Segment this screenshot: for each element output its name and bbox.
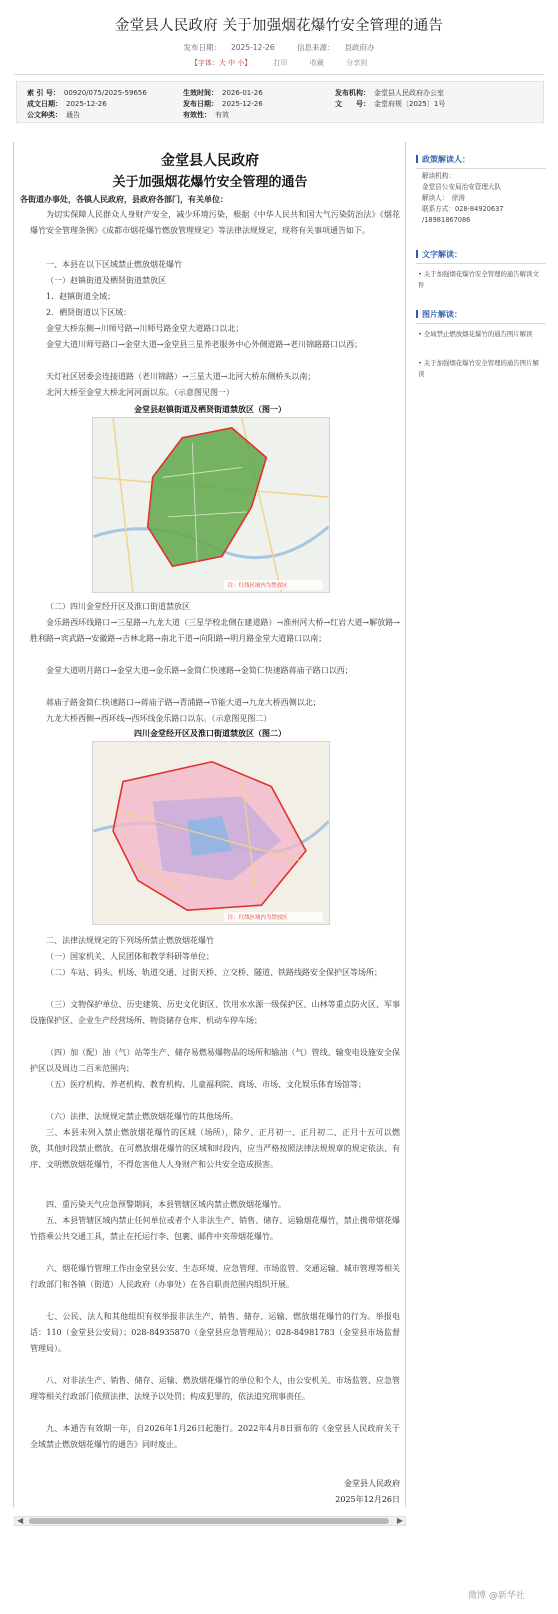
map-1-image xyxy=(92,417,330,593)
font-size-selector[interactable]: 【字体：大 中 小】 xyxy=(190,59,252,67)
section-5: 五、本县管辖区域内禁止任何单位或者个人非法生产、销售、储存、运输烟花爆竹，禁止携带烟花爆竹搭乘公共交通工具，禁止在托运行李、包裹、邮件中夹带烟花爆竹。 xyxy=(30,1216,400,1241)
document-info-box xyxy=(16,81,544,123)
boundary-4: 北河大桥至金堂大桥北河河面以东。（示意图见图一） xyxy=(46,388,234,397)
sidebar-text-link[interactable]: • 关于加强烟花爆竹安全管理的通告解读文件 xyxy=(418,270,539,289)
doc-no-cell: 文 号： 金堂府规〔2025〕1号 xyxy=(335,100,446,108)
place-3: （三）文物保护单位、历史建筑、历史文化街区、饮用水水源一级保护区、山林等重点防火区、军事设施保护区、企业生产经营场所、物资储存仓库、机动车停车场； xyxy=(30,1000,400,1025)
watermark: 微博 @新华社 xyxy=(468,1591,525,1601)
header-divider xyxy=(14,74,544,75)
map-2-note: 注：红线区域内为禁放区 xyxy=(227,915,288,922)
sidebar-person: 解读人： 徐涛 xyxy=(422,194,465,202)
map-1-caption: 金堂县赵镇街道及栖贤街道禁放区（图一） xyxy=(134,405,286,414)
signature-date: 2025年12月26日 xyxy=(335,1495,400,1504)
place-4: （四）加（配）油（气）站等生产、储存易燃易爆物品的场所和输油（气）管线、输变电设施安全保护区以及周边二百米范围内； xyxy=(30,1048,400,1073)
index-cell: 索 引 号： 00920/075/2025-59656 xyxy=(27,89,147,97)
item-2: 2．栖贤街道以下区域： xyxy=(46,308,132,317)
boundary-5: 金乐路西环线路口→三星路→九龙大道（三星学校北侧在建道路）→淮州河大桥→红岩大道→解放路→胜利路→宾武路→安徽路→吉林北路→南北干道→向阳路→明月路金堂大道路口以南； xyxy=(30,618,400,643)
page-title: 金堂县人民政府 关于加强烟花爆竹安全管理的通告 xyxy=(114,18,444,34)
map-1-note: 注：红线区域内为禁放区 xyxy=(227,583,288,590)
place-5: （五）医疗机构、养老机构、教育机构、儿童福利院、商场、市场、文化娱乐体育场馆等； xyxy=(46,1080,366,1089)
map-1-svg xyxy=(93,418,329,592)
publish-date-label: 发布日期： xyxy=(183,43,221,52)
section-9: 九、本通告有效期一年，自2026年1月26日起施行。2022年4月8日颁布的《金堂县人民政府关于全域禁止燃放烟花爆竹的通告》同时废止。 xyxy=(30,1424,400,1449)
place-6: （六）法律、法规规定禁止燃放烟花爆竹的其他场所。 xyxy=(46,1112,238,1121)
boundary-2: 金堂大道川师号路口→金堂大道→金堂县三星养老服务中心外侧道路→老川锦路路口以西； xyxy=(46,340,363,349)
section-4: 四、重污染天气应急预警期间，本县管辖区域内禁止燃放烟花爆竹。 xyxy=(46,1200,286,1209)
place-2: （二）车站、码头、机场、轨道交通、过街天桥、立交桥、隧道、铁路线路安全保护区等场所； xyxy=(46,968,382,977)
section-8: 八、对非法生产、销售、储存、运输、燃放烟花爆竹的单位和个人，由公安机关、市场监管、应急管理等相关行政部门依照法律、法规予以处罚；构成犯罪的，依法追究刑事责任。 xyxy=(30,1376,400,1401)
place-1: （一）国家机关、人民团体和教学科研等单位； xyxy=(46,952,214,961)
sidebar-phone: 联系方式：028-84920637 xyxy=(422,205,504,213)
sidebar-interp-heading: 政策解读人： xyxy=(416,154,546,169)
doc-title-issuer: 金堂县人民政府 xyxy=(161,153,259,169)
signature-org: 金堂县人民政府 xyxy=(344,1479,400,1488)
effective-value: 2026-01-26 xyxy=(222,89,263,97)
source-label: 信息来源： xyxy=(296,43,335,52)
source: 县政府办 xyxy=(344,43,375,52)
boundary-1: 金堂大桥东侧→川师号路→川师号路金堂大道路口以北； xyxy=(46,324,244,333)
pub-value: 2025-12-26 xyxy=(222,100,263,108)
subsection-1-2: （二）四川金堂经开区及淮口街道禁放区 xyxy=(46,602,190,611)
publish-date: 2025-12-26 xyxy=(231,43,275,52)
issuer-value: 金堂县人民政府办公室 xyxy=(374,89,444,97)
scrollbar-thumb[interactable] xyxy=(29,1518,389,1524)
share-button[interactable]: 分享到 xyxy=(346,59,368,67)
item-1: 1．赵镇街道全域； xyxy=(46,292,116,301)
sidebar-org-label: 解读机构： xyxy=(422,172,455,180)
sidebar-mobile: /18981867086 xyxy=(422,216,471,224)
section-3: 三、本县未列入禁止燃放烟花爆竹的区域（场所），除夕、正月初一、正月初二、正月十五可以燃放，其他时段禁止燃放。在可燃放烟花爆竹的区域和时段内，应当严格按照法律法规规章的规定依法、有序、文明燃放烟花爆竹，不得危害他人人身财产和公共安全造成损害。 xyxy=(30,1128,400,1169)
content-right-border xyxy=(405,142,406,1507)
index-value: 00920/075/2025-59656 xyxy=(63,89,147,97)
map-2-caption: 四川金堂经开区及淮口街道禁放区（图二） xyxy=(134,729,286,738)
scroll-right-icon[interactable]: ▶ xyxy=(396,1516,403,1525)
category-cell: 公文种类： 通告 xyxy=(27,111,80,119)
meta-line xyxy=(0,42,558,53)
validity-cell: 有效性： 有效 xyxy=(183,111,229,119)
toolbar xyxy=(0,58,558,68)
section-1-heading: 一、本县在以下区域禁止燃放烟花爆竹 xyxy=(46,260,182,269)
sidebar-pic-link-1[interactable]: • 全域禁止燃放烟花爆竹的通告图片解读 xyxy=(418,330,533,338)
map-2-svg xyxy=(93,742,329,924)
salutation: 各街道办事处，各镇人民政府，县政府各部门，有关单位： xyxy=(20,194,228,204)
favorite-button[interactable]: 收藏 xyxy=(309,59,324,67)
sidebar-pic-heading: 图片解读： xyxy=(416,309,546,324)
doc-no-value: 金堂府规〔2025〕1号 xyxy=(374,100,446,108)
boundary-3: 天灯社区居委会连接道路（老川锦路）→三星大道→北河大桥东侧桥头以南； xyxy=(46,372,316,381)
category-value: 通告 xyxy=(66,111,80,119)
section-6: 六、烟花爆竹管理工作由金堂县公安、生态环境、应急管理、市场监管、交通运输、城市管理等相关行政部门和各镇（街道）人民政府（办事处）在各自职责范围内组织开展。 xyxy=(30,1264,400,1289)
subsection-1-1: （一）赵镇街道及栖贤街道禁放区 xyxy=(46,276,166,285)
pub-cell: 发布日期： 2025-12-26 xyxy=(183,100,263,108)
horizontal-scrollbar[interactable] xyxy=(14,1516,406,1526)
map-2-image xyxy=(92,741,330,925)
content-left-border xyxy=(13,142,14,1507)
section-7: 七、公民、法人和其他组织有权举报非法生产、销售、储存、运输、燃放烟花爆竹的行为。举报电话：110（金堂县公安局）；028-84935870（金堂县应急管理局）；028-84981783（金堂县市场监督管理局）。 xyxy=(30,1312,400,1353)
sidebar-pic-link-2[interactable]: • 关于加强烟花爆竹安全管理的通告图片解读 xyxy=(418,359,539,378)
sidebar-text-heading: 文字解读： xyxy=(416,249,546,264)
preamble: 为切实保障人民群众人身财产安全，减少环境污染，根据《中华人民共和国大气污染防治法》《烟花爆竹安全管理条例》《成都市烟花爆竹燃放管理规定》等法律法规规定，现将有关事项通告如下。 xyxy=(30,210,400,235)
boundary-8: 九龙大桥西侧→西环线→西环线金乐路口以东。（示意图见图二） xyxy=(46,714,272,723)
section-2-heading: 二、法律法规规定的下列场所禁止燃放烟花爆竹 xyxy=(46,936,214,945)
sidebar-org-name: 金堂县公安局治安管理大队 xyxy=(422,183,502,191)
doc-title-subject: 关于加强烟花爆竹安全管理的通告 xyxy=(112,175,308,190)
boundary-7: 蒋庙子路金简仁快速路口→蒋庙子路→青浦路→节能大道→九龙大桥西侧以北； xyxy=(46,698,321,707)
created-value: 2025-12-26 xyxy=(66,100,107,108)
scroll-left-icon[interactable]: ◀ xyxy=(17,1516,24,1525)
print-button[interactable]: 打印 xyxy=(273,59,288,67)
issuer-cell: 发布机构： 金堂县人民政府办公室 xyxy=(335,89,444,97)
validity-value: 有效 xyxy=(215,111,229,119)
effective-cell: 生效时间： 2026-01-26 xyxy=(183,89,263,97)
created-cell: 成文日期： 2025-12-26 xyxy=(27,100,107,108)
boundary-6: 金堂大道明月路口→金堂大道→金乐路→金简仁快速路→金简仁快速路蒋庙子路口以西； xyxy=(46,666,353,675)
